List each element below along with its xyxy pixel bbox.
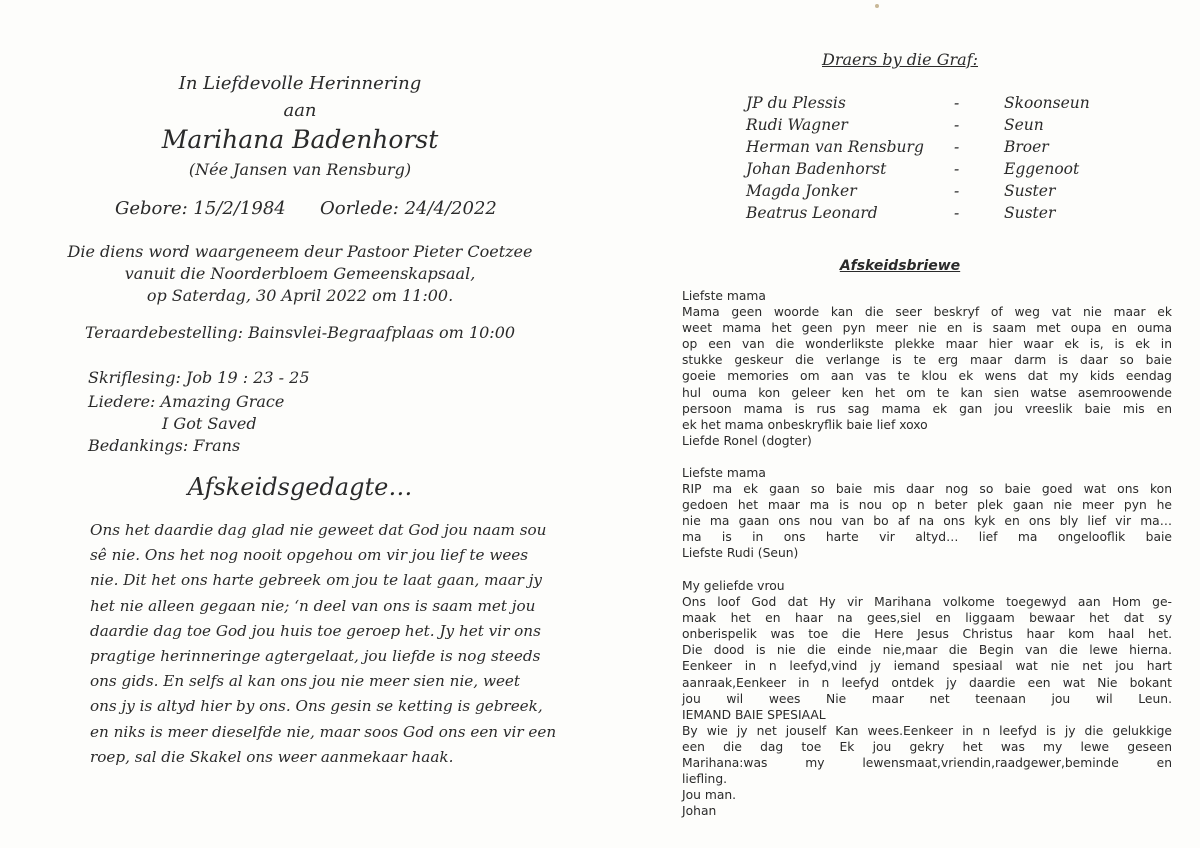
bearer-row — [746, 182, 1186, 204]
poem-line: sê nie. Ons het nog nooit opgehou om vir jou lief te wees — [90, 546, 529, 565]
poem-line: nie. Dit het ons harte gebreek om jou te laat gaan, maar jy — [90, 571, 543, 590]
bearer-relation: Skoonseun — [1004, 94, 1090, 112]
letter-line: een die dag toe Ek jou gekry het was my lewe geseen — [682, 739, 1172, 754]
bearer-name: Magda Jonker — [746, 182, 857, 200]
letter-line: My geliefde vrou — [682, 579, 785, 593]
letter-line: onberispelik was toe die Here Jesus Christus haar kom haal het. — [682, 627, 1172, 642]
bearer-row — [746, 160, 1186, 182]
poem-line: het nie alleen gegaan nie; ‘n deel van ons is saam met jou — [90, 596, 536, 615]
letter-line: Liefde Ronel (dogter) — [682, 433, 812, 448]
letter-line: IEMAND BAIE SPESIAAL — [682, 707, 826, 722]
poem-line: daardie dag toe God jou huis toe geroep het. Jy het vir ons — [90, 621, 541, 640]
letter-line: Marihana:was my lewensmaat,vriendin,raadgewer,beminde en — [682, 756, 1172, 771]
memorial-aan: aan — [283, 100, 317, 121]
service-details — [0, 241, 600, 307]
poem-line: ons jy is altyd hier by ons. Ons gesin se ketting is gebreek, — [90, 697, 543, 716]
letter-line: Johan — [682, 804, 717, 819]
paper-speck — [875, 4, 879, 8]
bearer-name: JP du Plessis — [746, 94, 846, 112]
bearer-name: Beatrus Leonard — [746, 204, 878, 222]
service-line: vanuit die Noorderbloem Gemeenskapsaal, — [124, 264, 476, 283]
bearer-relation: Suster — [1004, 204, 1056, 222]
bearer-relation: Eggenoot — [1004, 160, 1080, 178]
bearers-heading: Draers by die Graf: — [822, 50, 978, 69]
bearer-dash: - — [954, 138, 960, 156]
birth-date: Gebore: 15/2/1984 — [115, 198, 286, 219]
bearer-name: Herman van Rensburg — [746, 138, 924, 156]
letter-line: ma is in ons harte vir altyd… lief ma ongelooflik baie — [682, 530, 1172, 545]
bearer-dash: - — [954, 116, 960, 134]
bearer-relation: Suster — [1004, 182, 1056, 200]
letter-line: Mama geen woorde kan die seer beskryf of weg vat nie maar ek — [682, 305, 1172, 320]
deceased-name: Marihana Badenhorst — [161, 125, 439, 154]
poem-line: ons gids. En selfs al kan ons jou nie meer sien nie, weet — [90, 672, 521, 691]
bearer-dash: - — [954, 204, 960, 222]
letter-line: Ons loof God dat Hy vir Marihana volkome toegewyd aan Hom ge- — [682, 595, 1172, 610]
bearer-row — [746, 204, 1186, 226]
letter-johan — [682, 578, 1172, 819]
letter-line: Liefste Rudi (Seun) — [682, 546, 799, 561]
letter-line: aanraak,Eenkeer in n leefyd ontdek jy daardie een wat Nie bokant — [682, 675, 1172, 690]
letter-line: liefling. — [682, 772, 728, 787]
poem-line: en niks is meer dieselfde nie, maar soos God ons een vir een — [90, 722, 557, 741]
bearer-name: Rudi Wagner — [746, 116, 848, 134]
bearer-row — [746, 94, 1186, 116]
letter-line: persoon mama is rus sag mama ek gan jou vreeslik baie mis en — [682, 401, 1172, 416]
bearer-dash: - — [954, 160, 960, 178]
poem-line: pragtige herinneringe agtergelaat, jou liefde is nog steeds — [90, 646, 541, 665]
program-scripture: Skriflesing: Job 19 : 23 - 25 — [88, 368, 310, 387]
letter-line: hul ouma kon geleer ken het om te kan sien watse asemroowende — [682, 385, 1172, 400]
letter-line: maak het en haar na gees,siel en liggaam bewaar het dat sy — [682, 611, 1172, 626]
bearers-list — [746, 94, 1186, 226]
bearer-dash: - — [954, 94, 960, 112]
letters-title: Afskeidsbriewe — [839, 258, 961, 274]
bearer-relation: Seun — [1004, 116, 1044, 134]
program-hymn-second: I Got Saved — [162, 414, 257, 433]
poem-line: roep, sal die Skakel ons weer aanmekaar haak. — [90, 747, 454, 766]
letter-line: RIP ma ek gaan so baie mis daar nog so baie goed wat ons kon — [682, 482, 1172, 497]
service-line: Die diens word waargeneem deur Pastoor Pieter Coetzee — [67, 242, 533, 261]
letter-rudi — [682, 465, 1172, 562]
service-line: op Saterdag, 30 April 2022 om 11:00. — [146, 286, 454, 305]
letter-line: stukke geskeur die verlange is te erg maar darm is daar so baie — [682, 353, 1172, 368]
bearer-name: Johan Badenhorst — [746, 160, 887, 178]
letter-line: ek het mama onbeskryflik baie lief xoxo — [682, 417, 928, 432]
bearer-row — [746, 116, 1186, 138]
memorial-heading: In Liefdevolle Herinnering — [178, 73, 422, 94]
poem-line: Ons het daardie dag glad nie geweet dat God jou naam sou — [90, 521, 547, 539]
letter-line: nie ma gaan ons nou van bo af na ons kyk en ons bly lief vir ma… — [682, 514, 1172, 529]
bearer-row — [746, 138, 1186, 160]
farewell-poem — [90, 518, 557, 770]
letter-line: By wie jy net jouself Kan wees.Eenkeer in n leefyd is jy die gelukkige — [682, 723, 1172, 738]
letter-line: jou wil wees Nie maar net teenaan jou wil Leun. — [682, 691, 1172, 706]
farewell-title: Afskeidsgedagte… — [187, 473, 413, 501]
letter-line: Die dood is nie die einde nie,maar die Begin van die lewe hierna. — [682, 643, 1172, 658]
maiden-name: (Née Jansen van Rensburg) — [188, 160, 412, 179]
bearer-dash: - — [954, 182, 960, 200]
program-thanks: Bedankings: Frans — [88, 436, 241, 455]
death-date: Oorlede: 24/4/2022 — [320, 198, 497, 219]
letter-line: goeie memories om aan vas te klou ek wens dat my kids eendag — [682, 369, 1172, 384]
right-page — [600, 0, 1200, 848]
bearer-relation: Broer — [1004, 138, 1049, 156]
program-hymns: Liedere: Amazing Grace — [88, 392, 285, 411]
letter-line: gedoen het maar ma is nou op n beter plek gaan nie meer pyn he — [682, 498, 1172, 513]
letter-line: op een van die wonderlikste plekke maar hier waar ek is, is ek in — [682, 337, 1172, 352]
letter-line: Liefste mama — [682, 289, 766, 303]
letter-line: weet mama het geen pyn meer nie en is saam met oupa en ouma — [682, 321, 1172, 336]
letter-line: Jou man. — [682, 788, 737, 803]
letter-line: Liefste mama — [682, 466, 766, 480]
letter-line: Eenkeer in n leefyd,vind jy iemand spesiaal wat nie net jou hart — [682, 659, 1172, 674]
burial-details: Teraardebestelling: Bainsvlei-Begraafplaas om 10:00 — [84, 323, 516, 342]
letter-ronel — [682, 288, 1172, 449]
